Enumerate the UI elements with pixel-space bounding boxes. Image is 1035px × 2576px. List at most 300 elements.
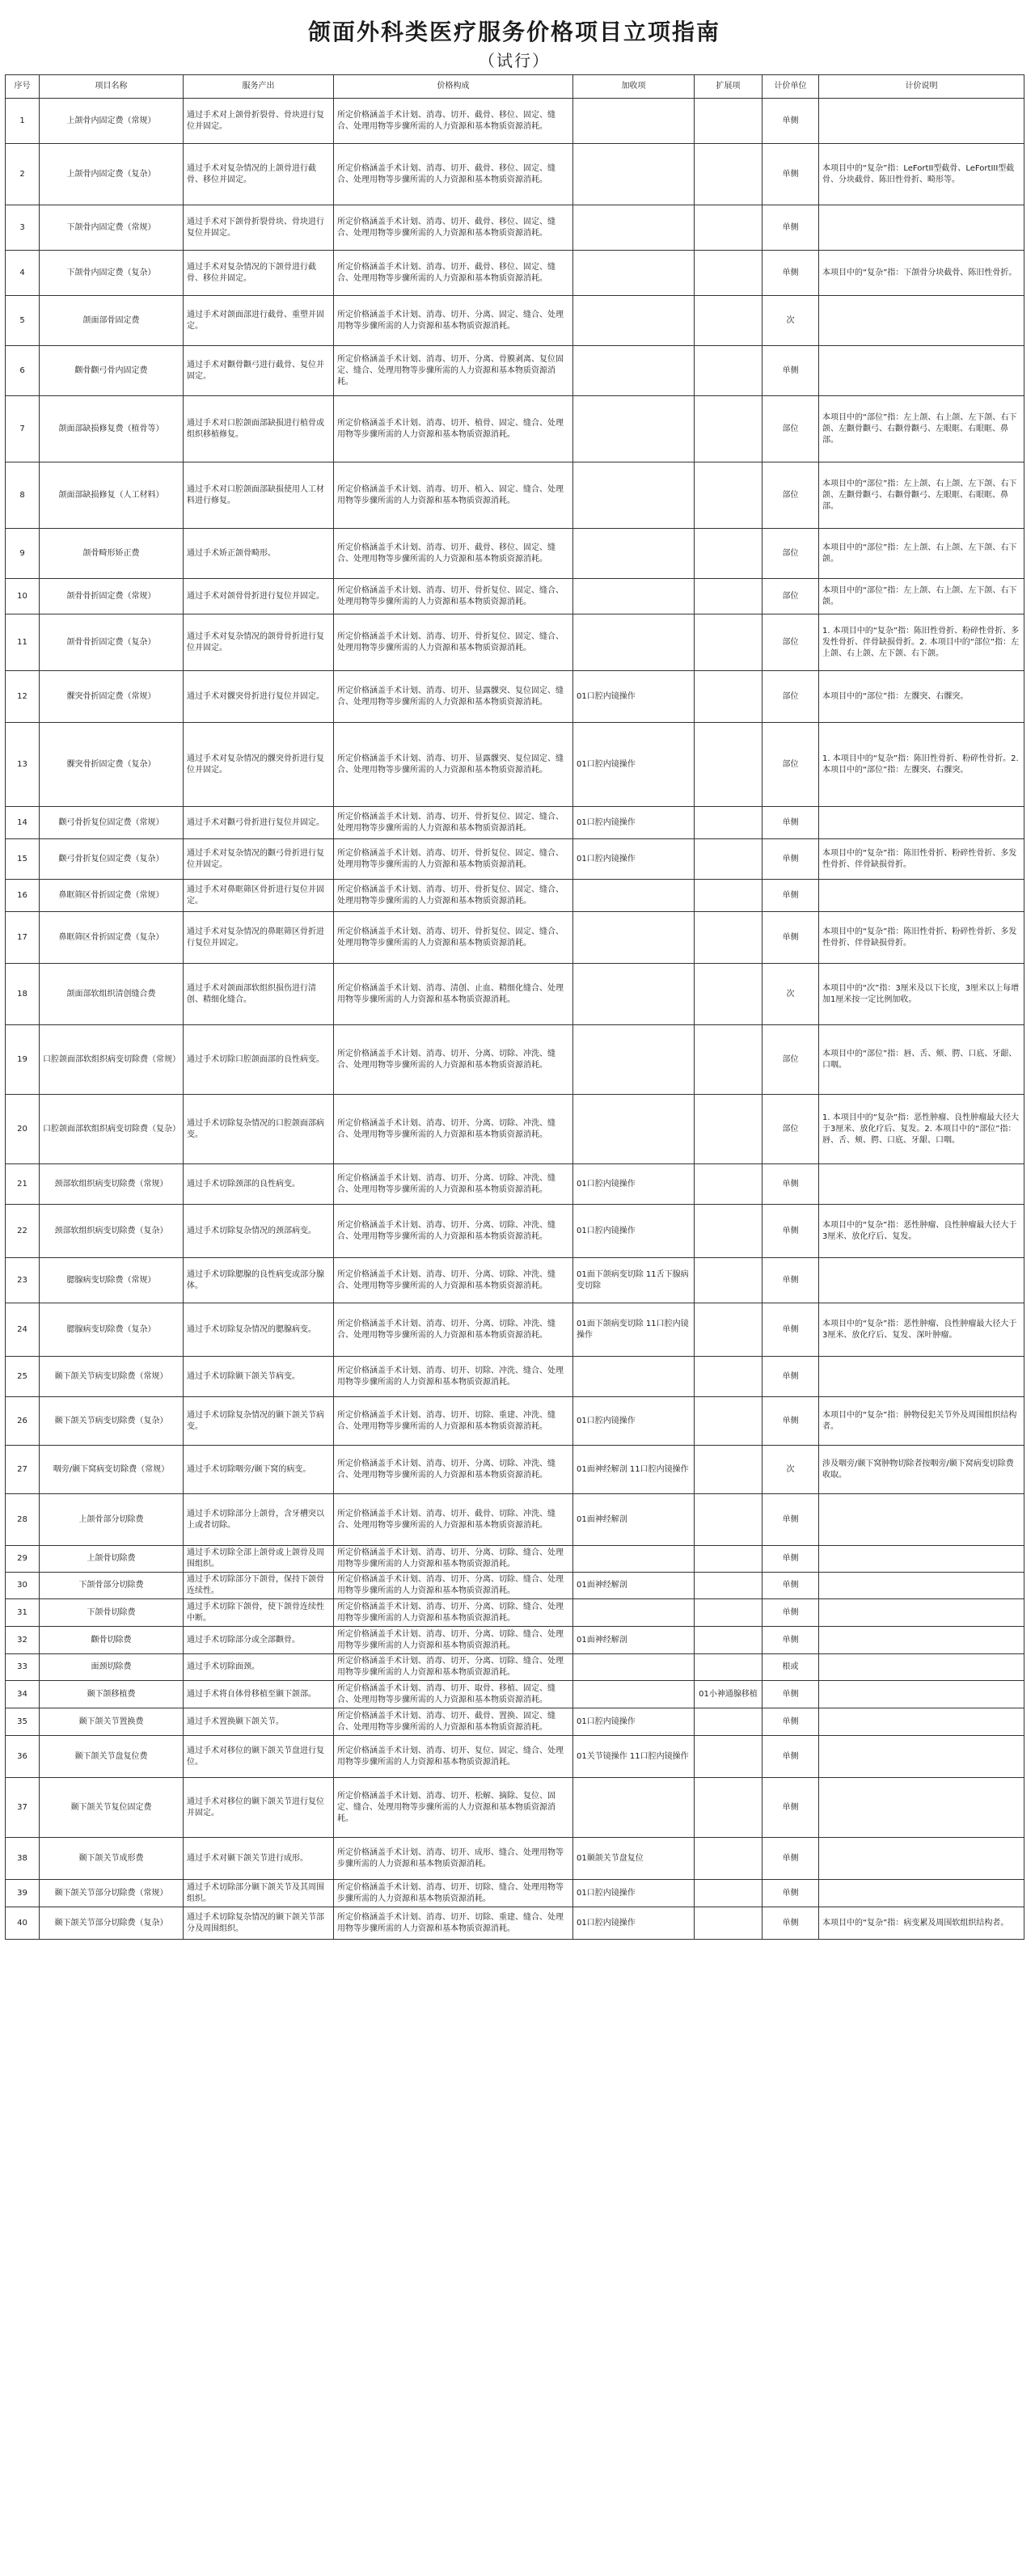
cell-unit: 单侧 [763, 144, 819, 205]
cell-note: 本项目中的“复杂”指：陈旧性骨折、粉碎性骨折、多发性骨折、伴骨缺损骨折。 [819, 912, 1024, 964]
cell-output: 通过手术切除部分下颌骨，保持下颌骨连续性。 [184, 1573, 334, 1599]
cell-output: 通过手术切除颈部的良性病变。 [184, 1164, 334, 1205]
cell-name: 颧弓骨折复位固定费（复杂） [40, 839, 184, 880]
table-row [6, 1164, 1024, 1205]
table-row [6, 1880, 1024, 1907]
cell-price: 所定价格涵盖手术计划、消毒、切开、分离、切除、冲洗、缝合、处理用物等步骤所需的人力资源和基本物质资源消耗。 [334, 1025, 573, 1095]
cell-note [819, 1627, 1024, 1654]
table-row [6, 912, 1024, 964]
cell-output: 通过手术对颧弓骨折进行复位并固定。 [184, 807, 334, 839]
cell-unit: 单侧 [763, 1627, 819, 1654]
cell-name: 髁突骨折固定费（复杂） [40, 723, 184, 807]
cell-add: 01面神经解剖 11口腔内镜操作 [573, 1446, 695, 1494]
document [5, 0, 1024, 1940]
table-row [6, 880, 1024, 912]
table-row [6, 1838, 1024, 1880]
cell-unit: 单侧 [763, 99, 819, 144]
header-output: 服务产出 [184, 75, 334, 99]
cell-note [819, 1599, 1024, 1627]
cell-price: 所定价格涵盖手术计划、消毒、切开、骨折复位、固定、缝合、处理用物等步骤所需的人力资源和基本物质资源消耗。 [334, 912, 573, 964]
cell-price: 所定价格涵盖手术计划、消毒、切开、骨折复位、固定、缝合、处理用物等步骤所需的人力资源和基本物质资源消耗。 [334, 614, 573, 671]
cell-price: 所定价格涵盖手术计划、消毒、清创、止血、精细化缝合、处理用物等步骤所需的人力资源和基本物质资源消耗。 [334, 964, 573, 1025]
cell-unit: 单侧 [763, 1880, 819, 1907]
cell-output: 通过手术切除复杂情况的口腔颌面部病变。 [184, 1095, 334, 1164]
cell-name: 颌面部缺损修复费（植骨等） [40, 396, 184, 462]
table-row [6, 1357, 1024, 1397]
cell-note: 本项目中的“部位”指：左髁突、右髁突。 [819, 671, 1024, 723]
cell-add [573, 1095, 695, 1164]
cell-ext [695, 723, 763, 807]
cell-unit: 单侧 [763, 1599, 819, 1627]
table-row [6, 346, 1024, 396]
cell-add [573, 880, 695, 912]
cell-name: 颧骨切除费 [40, 1627, 184, 1654]
cell-unit: 单侧 [763, 1907, 819, 1940]
cell-add: 01口腔内镜操作 [573, 1907, 695, 1940]
cell-ext [695, 1880, 763, 1907]
cell-add [573, 1025, 695, 1095]
table-row [6, 396, 1024, 462]
cell-price: 所定价格涵盖手术计划、消毒、切开、骨折复位、固定、缝合、处理用物等步骤所需的人力资源和基本物质资源消耗。 [334, 880, 573, 912]
table-row [6, 1627, 1024, 1654]
cell-output: 通过手术切除部分或全部颧骨。 [184, 1627, 334, 1654]
cell-unit: 单侧 [763, 839, 819, 880]
cell-name: 颞下颌关节成形费 [40, 1838, 184, 1880]
cell-ext [695, 671, 763, 723]
cell-note [819, 1494, 1024, 1546]
cell-ext [695, 462, 763, 529]
cell-no: 19 [6, 1025, 40, 1095]
cell-name: 颌面部骨固定费 [40, 296, 184, 346]
cell-ext [695, 396, 763, 462]
cell-add [573, 205, 695, 251]
cell-name: 颞下颌关节盘复位费 [40, 1736, 184, 1778]
cell-ext [695, 1778, 763, 1838]
cell-output: 通过手术对移位的颞下颌关节进行复位并固定。 [184, 1778, 334, 1838]
cell-unit: 单侧 [763, 1357, 819, 1397]
cell-ext [695, 251, 763, 296]
cell-no: 28 [6, 1494, 40, 1546]
cell-note: 本项目中的“部位”指：左上颌、右上颌、左下颌、右下颌。 [819, 529, 1024, 579]
cell-unit: 单侧 [763, 1205, 819, 1258]
cell-no: 10 [6, 579, 40, 614]
cell-add: 01面下颌病变切除 11舌下腺病变切除 [573, 1258, 695, 1303]
cell-name: 鼻眶筛区骨折固定费（常规） [40, 880, 184, 912]
cell-note: 本项目中的“部位”指：左上颌、右上颌、左下颌、右下颌。 [819, 579, 1024, 614]
cell-name: 下颌骨内固定费（复杂） [40, 251, 184, 296]
cell-note: 本项目中的“复杂”指：病变累及周围软组织结构者。 [819, 1907, 1024, 1940]
table-row [6, 1303, 1024, 1357]
cell-note [819, 1546, 1024, 1573]
table-row [6, 1654, 1024, 1681]
cell-note: 本项目中的“复杂”指：LeFortII型截骨、LeFortIII型截骨、分块截骨、陈旧性骨折、畸形等。 [819, 144, 1024, 205]
cell-name: 上颌骨内固定费（复杂） [40, 144, 184, 205]
table-row [6, 1397, 1024, 1446]
cell-note [819, 1164, 1024, 1205]
cell-output: 通过手术切除复杂情况的颞下颌关节部分及周围组织。 [184, 1907, 334, 1940]
cell-add [573, 144, 695, 205]
cell-unit: 部位 [763, 1025, 819, 1095]
cell-price: 所定价格涵盖手术计划、消毒、切开、显露髁突、复位固定、缝合、处理用物等步骤所需的人力资源和基本物质资源消耗。 [334, 671, 573, 723]
cell-no: 15 [6, 839, 40, 880]
cell-note: 本项目中的“复杂”指：肿物侵犯关节外及周围组织结构者。 [819, 1397, 1024, 1446]
table-row [6, 723, 1024, 807]
cell-add [573, 1546, 695, 1573]
cell-note [819, 1838, 1024, 1880]
cell-output: 通过手术置换颞下颌关节。 [184, 1708, 334, 1736]
cell-output: 通过手术切除复杂情况的颞下颌关节病变。 [184, 1397, 334, 1446]
cell-add: 01口腔内镜操作 [573, 671, 695, 723]
cell-no: 29 [6, 1546, 40, 1573]
cell-ext [695, 144, 763, 205]
cell-no: 24 [6, 1303, 40, 1357]
table-row [6, 1681, 1024, 1708]
cell-name: 腮腺病变切除费（常规） [40, 1258, 184, 1303]
cell-note [819, 1736, 1024, 1778]
cell-price: 所定价格涵盖手术计划、消毒、切开、截骨、移位、固定、缝合、处理用物等步骤所需的人力资源和基本物质资源消耗。 [334, 205, 573, 251]
cell-unit: 单侧 [763, 1164, 819, 1205]
cell-no: 40 [6, 1907, 40, 1940]
cell-name: 口腔颌面部软组织病变切除费（常规） [40, 1025, 184, 1095]
cell-no: 21 [6, 1164, 40, 1205]
cell-note [819, 1357, 1024, 1397]
cell-ext [695, 1164, 763, 1205]
cell-ext [695, 1573, 763, 1599]
cell-ext [695, 529, 763, 579]
cell-unit: 单侧 [763, 807, 819, 839]
cell-unit: 部位 [763, 396, 819, 462]
cell-name: 髁突骨折固定费（常规） [40, 671, 184, 723]
cell-note: 1. 本项目中的“复杂”指：恶性肿瘤、良性肿瘤最大径大于3厘米、放化疗后、复发。2. 本项目中的“部位”指：唇、舌、颊、腭、口底、牙龈、口咽。 [819, 1095, 1024, 1164]
cell-name: 颌骨畸形矫正费 [40, 529, 184, 579]
cell-no: 7 [6, 396, 40, 462]
table-row [6, 1025, 1024, 1095]
table-header-row [6, 75, 1024, 99]
cell-price: 所定价格涵盖手术计划、消毒、切开、分离、切除、缝合、处理用物等步骤所需的人力资源和基本物质资源消耗。 [334, 1546, 573, 1573]
cell-note [819, 1880, 1024, 1907]
cell-price: 所定价格涵盖手术计划、消毒、切开、截骨、置换、固定、缝合、处理用物等步骤所需的人力资源和基本物质资源消耗。 [334, 1708, 573, 1736]
price-table [5, 74, 1024, 1940]
cell-note [819, 1778, 1024, 1838]
cell-price: 所定价格涵盖手术计划、消毒、切开、截骨、移位、固定、缝合、处理用物等步骤所需的人力资源和基本物质资源消耗。 [334, 99, 573, 144]
cell-ext [695, 1708, 763, 1736]
cell-name: 颌面部缺损修复（人工材料） [40, 462, 184, 529]
table-row [6, 807, 1024, 839]
cell-price: 所定价格涵盖手术计划、消毒、切开、复位、固定、缝合、处理用物等步骤所需的人力资源和基本物质资源消耗。 [334, 1736, 573, 1778]
cell-price: 所定价格涵盖手术计划、消毒、切开、骨折复位、固定、缝合、处理用物等步骤所需的人力资源和基本物质资源消耗。 [334, 807, 573, 839]
cell-add: 01面神经解剖 [573, 1573, 695, 1599]
cell-output: 通过手术切除口腔颌面部的良性病变。 [184, 1025, 334, 1095]
cell-no: 39 [6, 1880, 40, 1907]
cell-price: 所定价格涵盖手术计划、消毒、切开、切除、重建、冲洗、缝合、处理用物等步骤所需的人力资源和基本物质资源消耗。 [334, 1397, 573, 1446]
cell-no: 37 [6, 1778, 40, 1838]
cell-output: 通过手术对颧骨颧弓进行截骨、复位并固定。 [184, 346, 334, 396]
cell-name: 颞下颌移植费 [40, 1681, 184, 1708]
cell-price: 所定价格涵盖手术计划、消毒、切开、植骨、固定、缝合、处理用物等步骤所需的人力资源和基本物质资源消耗。 [334, 396, 573, 462]
cell-no: 36 [6, 1736, 40, 1778]
cell-add [573, 462, 695, 529]
cell-no: 9 [6, 529, 40, 579]
cell-ext [695, 205, 763, 251]
cell-name: 颞下颌关节置换费 [40, 1708, 184, 1736]
cell-price: 所定价格涵盖手术计划、消毒、切开、截骨、移位、固定、缝合、处理用物等步骤所需的人力资源和基本物质资源消耗。 [334, 251, 573, 296]
cell-name: 下颌骨内固定费（常规） [40, 205, 184, 251]
cell-ext [695, 614, 763, 671]
cell-price: 所定价格涵盖手术计划、消毒、切开、显露髁突、复位固定、缝合、处理用物等步骤所需的人力资源和基本物质资源消耗。 [334, 723, 573, 807]
cell-note: 本项目中的“复杂”指：下颌骨分块截骨、陈旧性骨折。 [819, 251, 1024, 296]
cell-no: 30 [6, 1573, 40, 1599]
cell-unit: 单侧 [763, 205, 819, 251]
cell-name: 腮腺病变切除费（复杂） [40, 1303, 184, 1357]
cell-price: 所定价格涵盖手术计划、消毒、切开、分离、切除、冲洗、缝合、处理用物等步骤所需的人力资源和基本物质资源消耗。 [334, 1205, 573, 1258]
cell-name: 颌面部软组织清创缝合费 [40, 964, 184, 1025]
table-row [6, 529, 1024, 579]
cell-add [573, 912, 695, 964]
cell-unit: 单侧 [763, 1258, 819, 1303]
cell-no: 20 [6, 1095, 40, 1164]
cell-name: 面颈切除费 [40, 1654, 184, 1681]
cell-ext: 01小神通腺移植 [695, 1681, 763, 1708]
cell-output: 通过手术对复杂情况的颌骨骨折进行复位并固定。 [184, 614, 334, 671]
cell-output: 通过手术对复杂情况的髁突骨折进行复位并固定。 [184, 723, 334, 807]
cell-ext [695, 346, 763, 396]
cell-unit: 单侧 [763, 1736, 819, 1778]
cell-unit: 单侧 [763, 1303, 819, 1357]
cell-ext [695, 579, 763, 614]
table-row [6, 296, 1024, 346]
cell-unit: 单侧 [763, 1397, 819, 1446]
cell-output: 通过手术矫正颌骨畸形。 [184, 529, 334, 579]
cell-note [819, 205, 1024, 251]
cell-add: 01口腔内镜操作 [573, 807, 695, 839]
cell-name: 颞下颌关节复位固定费 [40, 1778, 184, 1838]
table-row [6, 1205, 1024, 1258]
cell-unit: 单侧 [763, 251, 819, 296]
table-row [6, 1095, 1024, 1164]
cell-output: 通过手术对口腔颌面部缺损进行植骨或组织移植修复。 [184, 396, 334, 462]
cell-price: 所定价格涵盖手术计划、消毒、切开、分离、切除、缝合、处理用物等步骤所需的人力资源和基本物质资源消耗。 [334, 1573, 573, 1599]
cell-unit: 单侧 [763, 912, 819, 964]
cell-price: 所定价格涵盖手术计划、消毒、切开、分离、切除、冲洗、缝合、处理用物等步骤所需的人力资源和基本物质资源消耗。 [334, 1095, 573, 1164]
cell-add: 01面神经解剖 [573, 1494, 695, 1546]
document-title: 颌面外科类医疗服务价格项目立项指南 [307, 19, 720, 45]
cell-unit: 单侧 [763, 880, 819, 912]
cell-note [819, 1654, 1024, 1681]
cell-no: 26 [6, 1397, 40, 1446]
cell-ext [695, 1025, 763, 1095]
cell-name: 上颌骨内固定费（常规） [40, 99, 184, 144]
table-row [6, 99, 1024, 144]
cell-add [573, 396, 695, 462]
cell-no: 27 [6, 1446, 40, 1494]
cell-add: 01口腔内镜操作 [573, 723, 695, 807]
cell-ext [695, 1095, 763, 1164]
cell-output: 通过手术对鼻眶筛区骨折进行复位并固定。 [184, 880, 334, 912]
cell-add: 01口腔内镜操作 [573, 1164, 695, 1205]
cell-note: 本项目中的“部位”指：唇、舌、颊、腭、口底、牙龈、口咽。 [819, 1025, 1024, 1095]
table-row [6, 1258, 1024, 1303]
cell-output: 通过手术切除部分颞下颌关节及其周围组织。 [184, 1880, 334, 1907]
cell-output: 通过手术对复杂情况的颧弓骨折进行复位并固定。 [184, 839, 334, 880]
cell-add [573, 1778, 695, 1838]
document-subtitle: （试行） [479, 51, 550, 70]
cell-add [573, 1654, 695, 1681]
cell-add [573, 614, 695, 671]
cell-price: 所定价格涵盖手术计划、消毒、切开、切除、缝合、处理用物等步骤所需的人力资源和基本物质资源消耗。 [334, 1880, 573, 1907]
cell-note [819, 1258, 1024, 1303]
cell-ext [695, 1397, 763, 1446]
cell-add: 01颞颌关节盘复位 [573, 1838, 695, 1880]
cell-unit: 次 [763, 1446, 819, 1494]
cell-price: 所定价格涵盖手术计划、消毒、切开、分离、切除、冲洗、缝合、处理用物等步骤所需的人力资源和基本物质资源消耗。 [334, 1303, 573, 1357]
cell-ext [695, 1627, 763, 1654]
cell-price: 所定价格涵盖手术计划、消毒、切开、分离、切除、缝合、处理用物等步骤所需的人力资源和基本物质资源消耗。 [334, 1627, 573, 1654]
table-row [6, 671, 1024, 723]
cell-add [573, 1357, 695, 1397]
cell-ext [695, 880, 763, 912]
cell-price: 所定价格涵盖手术计划、消毒、切开、成形、缝合、处理用物等步骤所需的人力资源和基本物质资源消耗。 [334, 1838, 573, 1880]
cell-unit: 部位 [763, 723, 819, 807]
cell-note: 本项目中的“次”指：3厘米及以下长度，3厘米以上每增加1厘米按一定比例加收。 [819, 964, 1024, 1025]
cell-ext [695, 1205, 763, 1258]
cell-ext [695, 807, 763, 839]
cell-output: 通过手术切除部分上颌骨，含牙槽突以上或者切除。 [184, 1494, 334, 1546]
table-row [6, 579, 1024, 614]
cell-add: 01口腔内镜操作 [573, 1397, 695, 1446]
cell-no: 16 [6, 880, 40, 912]
cell-price: 所定价格涵盖手术计划、消毒、切开、植入、固定、缝合、处理用物等步骤所需的人力资源和基本物质资源消耗。 [334, 462, 573, 529]
cell-price: 所定价格涵盖手术计划、消毒、切开、切除、重建、缝合、处理用物等步骤所需的人力资源和基本物质资源消耗。 [334, 1907, 573, 1940]
cell-unit: 次 [763, 296, 819, 346]
table-row [6, 144, 1024, 205]
cell-unit: 部位 [763, 1095, 819, 1164]
cell-output: 通过手术对颌面部进行截骨、重塑并固定。 [184, 296, 334, 346]
cell-no: 2 [6, 144, 40, 205]
cell-unit: 单侧 [763, 346, 819, 396]
cell-output: 通过手术对移位的颞下颌关节盘进行复位。 [184, 1736, 334, 1778]
cell-add [573, 579, 695, 614]
cell-no: 3 [6, 205, 40, 251]
cell-name: 颞下颌关节病变切除费（复杂） [40, 1397, 184, 1446]
cell-price: 所定价格涵盖手术计划、消毒、切开、切除、冲洗、缝合、处理用物等步骤所需的人力资源和基本物质资源消耗。 [334, 1357, 573, 1397]
cell-no: 35 [6, 1708, 40, 1736]
cell-ext [695, 1599, 763, 1627]
cell-no: 23 [6, 1258, 40, 1303]
cell-ext [695, 1654, 763, 1681]
cell-unit: 部位 [763, 614, 819, 671]
cell-note: 本项目中的“部位”指：左上颌、右上颌、左下颌、右下颌、左颧骨颧弓、右颧骨颧弓、左眼眶、右眼眶、鼻部。 [819, 396, 1024, 462]
cell-add: 01口腔内镜操作 [573, 1708, 695, 1736]
header-add: 加收项 [573, 75, 695, 99]
cell-ext [695, 1838, 763, 1880]
cell-note: 1. 本项目中的“复杂”指：陈旧性骨折、粉碎性骨折。2. 本项目中的“部位”指：左髁突、右髁突。 [819, 723, 1024, 807]
cell-no: 5 [6, 296, 40, 346]
cell-name: 颞下颌关节部分切除费（常规） [40, 1880, 184, 1907]
cell-ext [695, 99, 763, 144]
cell-price: 所定价格涵盖手术计划、消毒、切开、骨折复位、固定、缝合、处理用物等步骤所需的人力资源和基本物质资源消耗。 [334, 579, 573, 614]
cell-note: 本项目中的“复杂”指：恶性肿瘤、良性肿瘤最大径大于3厘米、放化疗后、复发。 [819, 1205, 1024, 1258]
table-row [6, 964, 1024, 1025]
cell-add: 01面神经解剖 [573, 1627, 695, 1654]
cell-add [573, 529, 695, 579]
cell-add [573, 251, 695, 296]
cell-output: 通过手术切除下颌骨，使下颌骨连续性中断。 [184, 1599, 334, 1627]
cell-price: 所定价格涵盖手术计划、消毒、切开、分离、切除、冲洗、缝合、处理用物等步骤所需的人力资源和基本物质资源消耗。 [334, 1164, 573, 1205]
table-row [6, 1708, 1024, 1736]
cell-note [819, 1708, 1024, 1736]
cell-note: 本项目中的“复杂”指：陈旧性骨折、粉碎性骨折、多发性骨折、伴骨缺损骨折。 [819, 839, 1024, 880]
header-no: 序号 [6, 75, 40, 99]
table-row [6, 1599, 1024, 1627]
cell-no: 4 [6, 251, 40, 296]
cell-add [573, 99, 695, 144]
cell-unit: 部位 [763, 579, 819, 614]
cell-name: 颈部软组织病变切除费（复杂） [40, 1205, 184, 1258]
cell-unit: 部位 [763, 462, 819, 529]
cell-output: 通过手术切除复杂情况的颈部病变。 [184, 1205, 334, 1258]
cell-ext [695, 1546, 763, 1573]
cell-add: 01口腔内镜操作 [573, 1205, 695, 1258]
table-body [6, 99, 1024, 1940]
table-row [6, 462, 1024, 529]
cell-output: 通过手术将自体骨移植至颞下颌部。 [184, 1681, 334, 1708]
cell-output: 通过手术对颌面部软组织损伤进行清创、精细化缝合。 [184, 964, 334, 1025]
table-row [6, 1907, 1024, 1940]
cell-note [819, 880, 1024, 912]
cell-no: 12 [6, 671, 40, 723]
cell-no: 25 [6, 1357, 40, 1397]
cell-price: 所定价格涵盖手术计划、消毒、切开、截骨、切除、冲洗、缝合、处理用物等步骤所需的人力资源和基本物质资源消耗。 [334, 1494, 573, 1546]
cell-name: 上颌骨部分切除费 [40, 1494, 184, 1546]
cell-no: 18 [6, 964, 40, 1025]
cell-output: 通过手术切除颞下颌关节病变。 [184, 1357, 334, 1397]
cell-price: 所定价格涵盖手术计划、消毒、切开、分离、切除、缝合、处理用物等步骤所需的人力资源和基本物质资源消耗。 [334, 1599, 573, 1627]
cell-note [819, 99, 1024, 144]
cell-unit: 单侧 [763, 1546, 819, 1573]
cell-no: 1 [6, 99, 40, 144]
cell-name: 颌骨骨折固定费（复杂） [40, 614, 184, 671]
cell-note [819, 346, 1024, 396]
cell-unit: 根或 [763, 1654, 819, 1681]
cell-add [573, 1599, 695, 1627]
cell-name: 下颌骨部分切除费 [40, 1573, 184, 1599]
cell-price: 所定价格涵盖手术计划、消毒、切开、松解、摘除、复位、固定、缝合、处理用物等步骤所需的人力资源和基本物质资源消耗。 [334, 1778, 573, 1838]
cell-output: 通过手术切除面颈。 [184, 1654, 334, 1681]
cell-ext [695, 296, 763, 346]
cell-note: 1. 本项目中的“复杂”指：陈旧性骨折、粉碎性骨折、多发性骨折、伴骨缺损骨折。2. 本项目中的“部位”指：左上颌、右上颌、左下颌、右下颌。 [819, 614, 1024, 671]
cell-price: 所定价格涵盖手术计划、消毒、切开、分离、切除、冲洗、缝合、处理用物等步骤所需的人力资源和基本物质资源消耗。 [334, 1258, 573, 1303]
cell-output: 通过手术切除复杂情况的腮腺病变。 [184, 1303, 334, 1357]
header-unit: 计价单位 [763, 75, 819, 99]
cell-ext [695, 1303, 763, 1357]
cell-ext [695, 964, 763, 1025]
cell-output: 通过手术切除腮腺的良性病变或部分腺体。 [184, 1258, 334, 1303]
cell-add [573, 1681, 695, 1708]
cell-no: 11 [6, 614, 40, 671]
cell-output: 通过手术切除全部上颌骨或上颌骨及周围组织。 [184, 1546, 334, 1573]
cell-no: 17 [6, 912, 40, 964]
cell-note: 涉及咽旁/颞下窝肿物切除者按咽旁/颞下窝病变切除费收取。 [819, 1446, 1024, 1494]
cell-add: 01口腔内镜操作 [573, 1880, 695, 1907]
cell-unit: 部位 [763, 529, 819, 579]
cell-price: 所定价格涵盖手术计划、消毒、切开、骨折复位、固定、缝合、处理用物等步骤所需的人力资源和基本物质资源消耗。 [334, 839, 573, 880]
cell-price: 所定价格涵盖手术计划、消毒、切开、分离、切除、冲洗、缝合、处理用物等步骤所需的人力资源和基本物质资源消耗。 [334, 1446, 573, 1494]
table-row [6, 839, 1024, 880]
cell-unit: 单侧 [763, 1494, 819, 1546]
cell-name: 颞下颌关节病变切除费（常规） [40, 1357, 184, 1397]
cell-note [819, 1681, 1024, 1708]
cell-unit: 单侧 [763, 1838, 819, 1880]
